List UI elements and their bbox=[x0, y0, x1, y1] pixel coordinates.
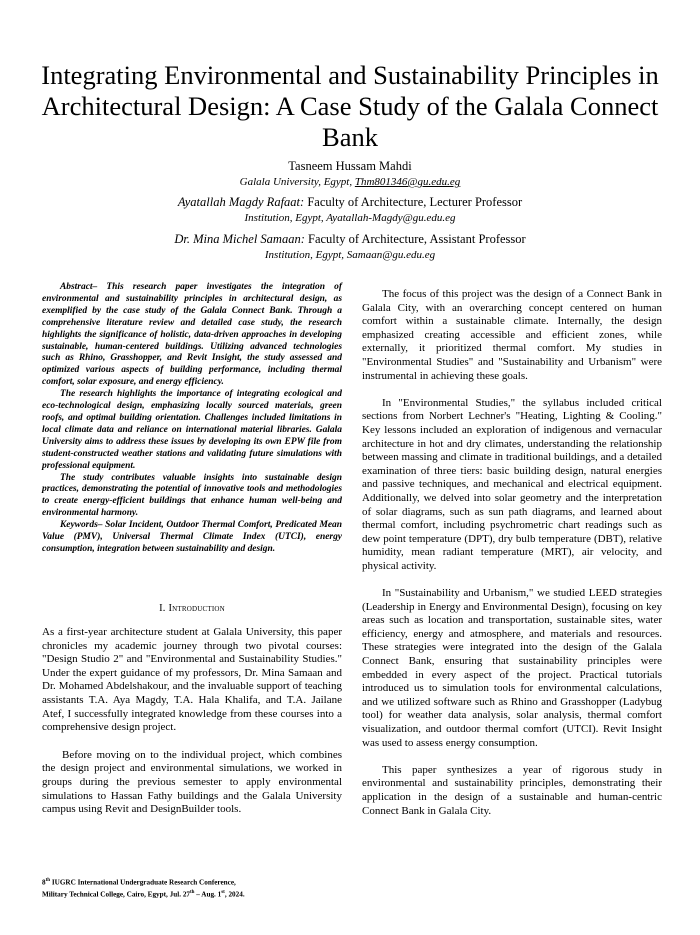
footer-sup: th bbox=[190, 890, 195, 896]
footer-date-mid: – Aug. 1 bbox=[194, 890, 222, 899]
footer-venue: Military Technical College, Cairo, Egypt, Jul. 27 bbox=[42, 890, 191, 899]
footer-sup: st bbox=[221, 890, 225, 896]
author-3-line bbox=[40, 232, 660, 247]
conference-footer bbox=[42, 876, 402, 900]
author-2-affiliation: Institution, Egypt, Ayatallah-Magdy@gu.edu.eg bbox=[244, 212, 456, 224]
body-paragraph: In "Environmental Studies," the syllabus included critical sections from Norbert Lechner's "Heating, Lighting & Cooling." Key lessons included an exploration of indigenous and vernacular architecture in hot and dry climates, understanding the relationship between massing and climate in traditional buildings, and a detailed examination of three tiers: basic building design, natural energies and passive techniques, and mechanical and electrical equipment. Additionally, we delved into solar geometry and the interpretation of solar diagrams, such as sun path diagrams, and learned about thermal comfort, including psychrometric chart readings such as dew point temperature (DPT), dry bulb temperature (DBT), relative humidity, mean radiant temperature (MRT), air velocity, and physical activity. bbox=[362, 396, 662, 572]
abstract-paragraph: Abstract– This research paper investigates the integration of environmental and sustainability principles in architectural design, as exemplified by the case study of the Galala Connect Bank. Through a comprehensive literature review and detailed case study, the research highlights the significance of holistic, data-driven approaches in developing sustainable, human-centered buildings. Utilizing advanced technologies such as Rhino, Grasshopper, and Revit Insight, the study assessed and optimized various aspects of building performance, including thermal comfort, solar exposure, and energy efficiency. bbox=[42, 282, 342, 388]
body-paragraph: In "Sustainability and Urbanism," we studied LEED strategies (Leadership in Energy and Environmental Design), focusing on key areas such as location and transportation, sustainable sites, water efficiency, energy and atmosphere, and materials and resources. These strategies were integrated into the design of the Galala Connect Bank, ensuring that sustainability principles were embedded in every aspect of the project. Practical tutorials introduced us to simulation tools for environmental calculations, and we utilized software such as Rhino and Grasshopper (Ladybug tool) for weather data analysis, solar analysis, thermal comfort visualization, and outdoor thermal comfort (UTCI). Revit Insight was used to assess energy consumption. bbox=[362, 587, 662, 749]
author-2-name: Ayatallah Magdy Rafaat: bbox=[177, 195, 305, 209]
abstract-paragraph: The study contributes valuable insights into sustainable design practices, demonstrating the potential of innovative tools and methodologies to create energy-efficient buildings that enhance human well-being and environmental harmony. bbox=[42, 472, 342, 519]
paper-title: Integrating Environmental and Sustainability Principles in Architectural Design: A Case Study of the Galala Connect Bank bbox=[41, 60, 659, 152]
author-2-line bbox=[40, 195, 660, 210]
footer-sup: th bbox=[45, 878, 51, 883]
introduction-body bbox=[42, 626, 342, 831]
author-3-name: Dr. Mina Michel Samaan: bbox=[174, 232, 305, 246]
author-2-role: Faculty of Architecture, Lecturer Professor bbox=[307, 195, 523, 209]
footer-edition: 8 bbox=[42, 878, 46, 887]
author-1-institution: Galala University, Egypt, bbox=[239, 176, 353, 188]
author-1-email[interactable]: Thm801346@gu.edu.eg bbox=[354, 176, 461, 188]
footer-conference-name: IUGRC International Undergraduate Research Conference, bbox=[50, 878, 236, 887]
body-paragraph: This paper synthesizes a year of rigorous study in environmental and sustainability principles, demonstrating their application in the design of a sustainable and human-centric Connect Bank in Galala City. bbox=[362, 763, 662, 817]
abstract-paragraph: The research highlights the importance of integrating ecological and eco-technological design, emphasizing locally sourced materials, green roofs, and optimal building orientation. Challenges included limitations in local climate data and reliance on international material libraries. Galala University aims to address these issues by developing its own EPW file from student-constructed weather stations and validating future simulations with professional equipment. bbox=[42, 389, 342, 471]
body-paragraph: The focus of this project was the design of a Connect Bank in Galala City, with an overarching concept centered on human comfort within a sustainable climate. Internally, the design emphasized creating accessible and efficient zones, while externally, it prioritized thermal comfort. My studies in "Environmental Studies" and "Sustainability and Urbanism" were instrumental in achieving these goals. bbox=[362, 288, 662, 382]
author-3-affiliation: Institution, Egypt, Samaan@gu.edu.eg bbox=[264, 249, 436, 261]
author-3-role: Faculty of Architecture, Assistant Professor bbox=[308, 232, 526, 246]
section-heading-introduction: I. Introduction bbox=[159, 603, 225, 614]
intro-paragraph: Before moving on to the individual project, which combines the design project and environmental simulations, we worked in groups during the previous semester to apply environmental simulations to Hassan Fathy buildings and the Galala University campus using Revit and DesignBuilder tools. bbox=[42, 748, 342, 816]
author-1-affiliation bbox=[40, 176, 660, 189]
right-column-body bbox=[362, 288, 662, 832]
author-1-name: Tasneem Hussam Mahdi bbox=[288, 159, 412, 173]
keywords: Keywords– Solar Incident, Outdoor Thermal Comfort, Predicated Mean Value (PMV), Universal Thermal Climate Index (UTCI), energy consumption, integration between sustainability and design. bbox=[42, 520, 342, 554]
footer-line-1 bbox=[42, 876, 402, 888]
intro-paragraph: As a first-year architecture student at Galala University, this paper chronicles my academic journey through two pivotal courses: "Design Studio 2" and "Environmental and Sustainability Studies." Under the expert guidance of my professors, Dr. Mina Samaan and Dr. Mohamed Abdelshakour, and the invaluable support of teaching assistants T.A. Aya Magdy, T.A. Hala Khalifa, and T.A. Jailane Atef, I successfully integrated knowledge from these courses into a comprehensive design project. bbox=[42, 626, 342, 734]
abstract bbox=[42, 282, 342, 556]
footer-line-2 bbox=[42, 888, 402, 900]
footer-year: , 2024. bbox=[224, 890, 245, 899]
